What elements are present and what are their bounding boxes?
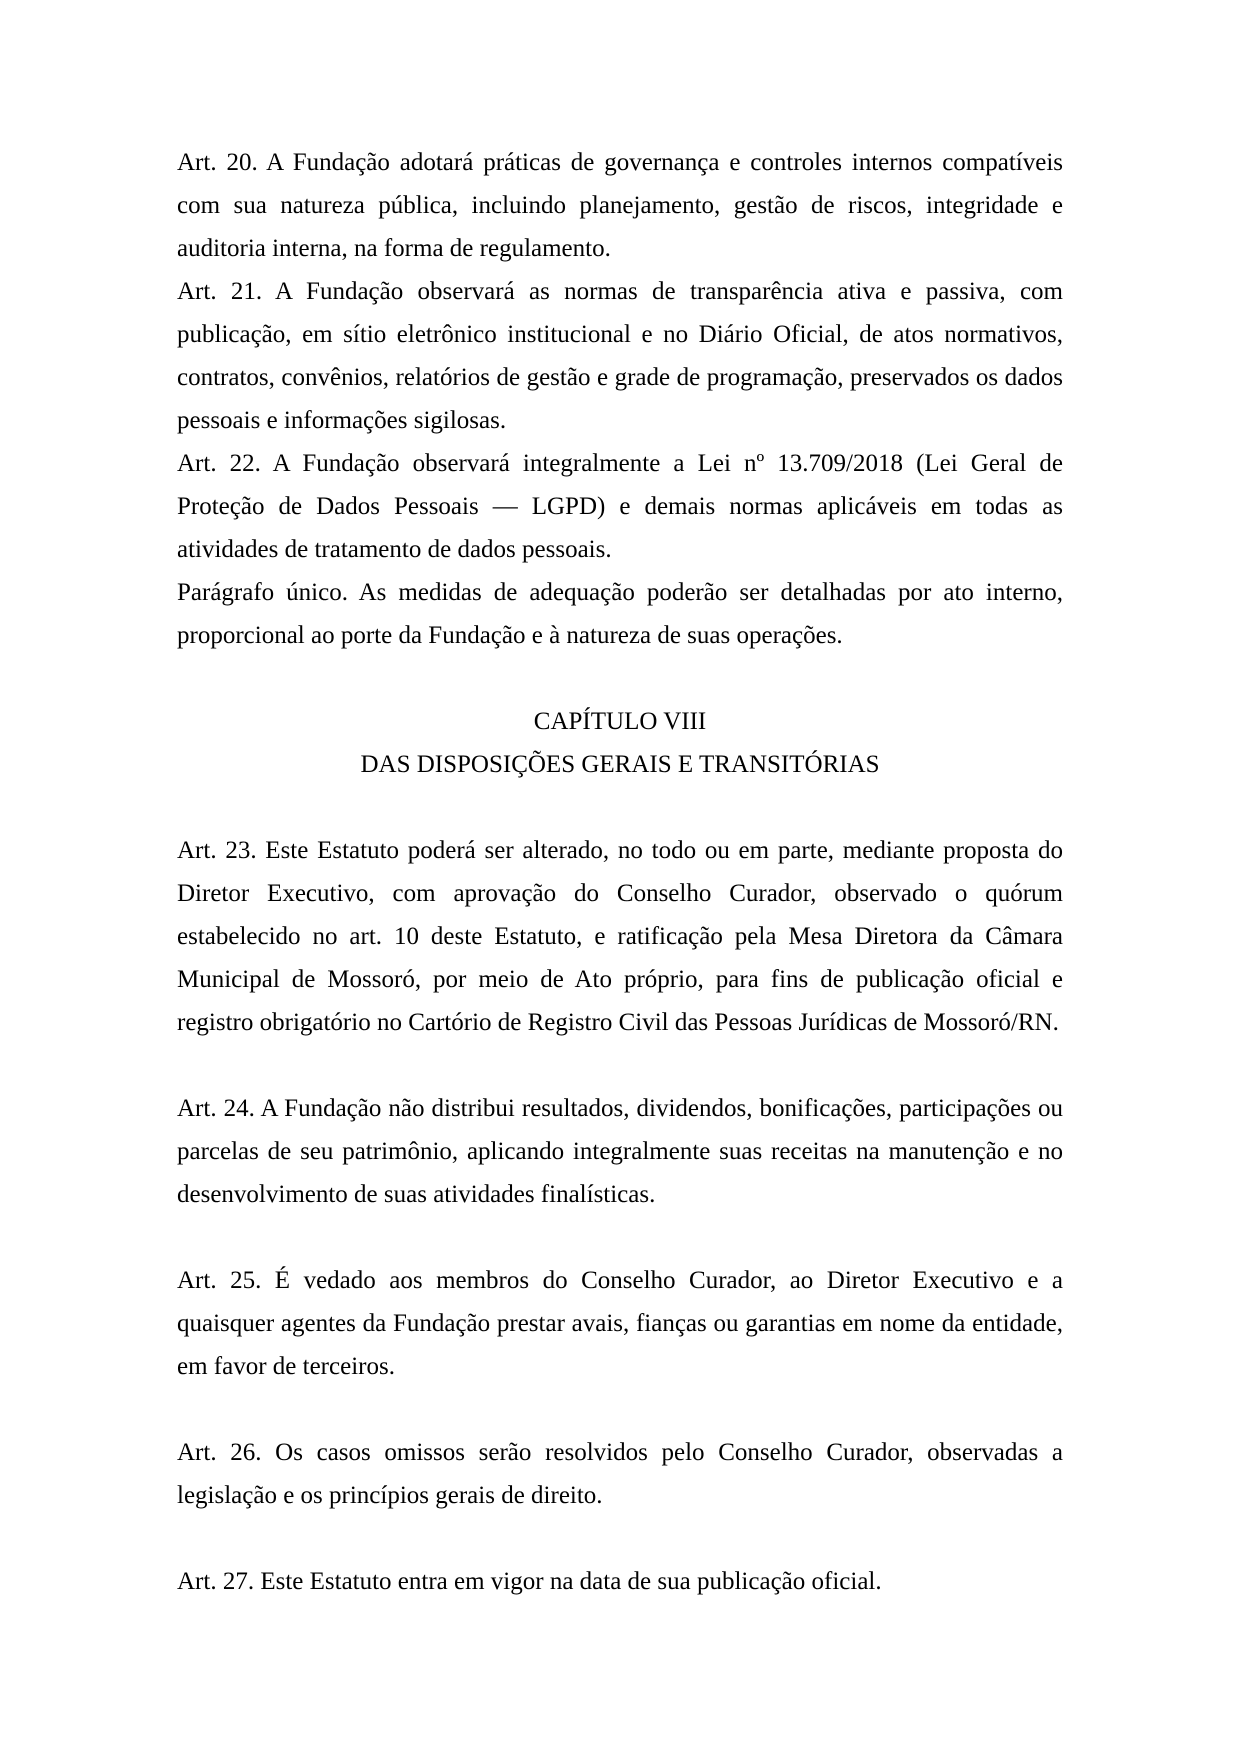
paragraph-art-27: Art. 27. Este Estatuto entra em vigor na data de sua publicação oficial. — [177, 1568, 882, 1595]
chapter-title: CAPÍTULO VIII — [533, 708, 707, 735]
paragraph-art-25: Art. 25. É vedado aos membros do Conselho Curador, ao Diretor Executivo e a quaisquer agentes da Fundação prestar avais, fianças ou garantias em nome da entidade, em favor de terceiros. — [177, 1267, 1063, 1380]
paragraph-art-23: Art. 23. Este Estatuto poderá ser alterado, no todo ou em parte, mediante proposta do Diretor Executivo, com aprovação do Conselho Curador, observado o quórum estabelecido no art. 10 deste Estatuto, e ratificação pela Mesa Diretora da Câmara Municipal de Mossoró, por meio de Ato próprio, para fins de publicação oficial e registro obrigatório no Cartório de Registro Civil das Pessoas Jurídicas de Mossoró/RN. — [177, 837, 1063, 1036]
paragraph-art-21: Art. 21. A Fundação observará as normas de transparência ativa e passiva, com publicação, em sítio eletrônico institucional e no Diário Oficial, de atos normativos, contratos, convênios, relatórios de gestão e grade de programação, preservados os dados pessoais e informações sigilosas. — [177, 278, 1063, 434]
chapter-subtitle: DAS DISPOSIÇÕES GERAIS E TRANSITÓRIAS — [360, 751, 880, 778]
paragraph-art-22: Art. 22. A Fundação observará integralmente a Lei nº 13.709/2018 (Lei Geral de Proteção de Dados Pessoais — LGPD) e demais normas aplicáveis em todas as atividades de tratamento de dados pessoais. — [177, 450, 1063, 563]
paragraph-paragrafo-unico: Parágrafo único. As medidas de adequação poderão ser detalhadas por ato interno, proporcional ao porte da Fundação e à natureza de suas operações. — [177, 579, 1063, 649]
paragraph-art-24: Art. 24. A Fundação não distribui resultados, dividendos, bonificações, participações ou parcelas de seu patrimônio, aplicando integralmente suas receitas na manutenção e no desenvolvimento de suas atividades finalísticas. — [177, 1095, 1063, 1208]
paragraph-art-20: Art. 20. A Fundação adotará práticas de governança e controles internos compatíveis com sua natureza pública, incluindo planejamento, gestão de riscos, integridade e auditoria interna, na forma de regulamento. — [177, 149, 1063, 262]
paragraph-art-26: Art. 26. Os casos omissos serão resolvidos pelo Conselho Curador, observadas a legislação e os princípios gerais de direito. — [177, 1439, 1063, 1509]
